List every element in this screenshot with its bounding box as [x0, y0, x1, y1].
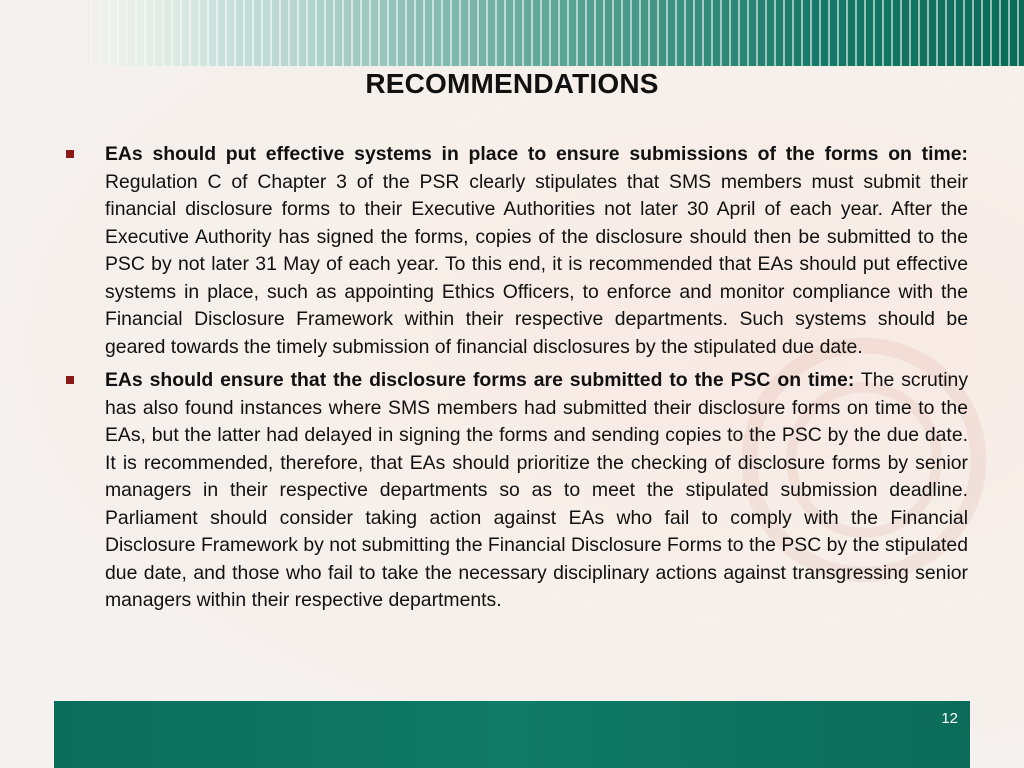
bullet-list [66, 141, 968, 621]
footer-band [54, 701, 970, 768]
bullet-item [66, 367, 968, 615]
bullet-text [105, 367, 968, 615]
bullet-heading: EAs should ensure that the disclosure forms are submitted to the PSC on time: [105, 369, 855, 391]
slide-title: RECOMMENDATIONS [365, 68, 659, 99]
bullet-heading: EAs should put effective systems in place to ensure submissions of the forms on time: [105, 143, 968, 165]
bullet-item [66, 141, 968, 361]
page-number: 12 [941, 710, 958, 727]
bullet-body: Regulation C of Chapter 3 of the PSR clearly stipulates that SMS members must submit their financial disclosure forms to their Executive Authorities not later 30 April of each year. After the Executive Authority has signed the forms, copies of the disclosure should then be submitted to the PSC by not later 31 May of each year. To this end, it is recommended that EAs should put effective systems in place, such as appointing Ethics Officers, to enforce and monitor compliance with the Financial Disclosure Framework within their respective departments. Such systems should be geared towards the timely submission of financial disclosures by the stipulated due date. [105, 170, 968, 358]
header-band-fade [0, 0, 230, 66]
bullet-text [105, 141, 968, 361]
square-bullet-icon [66, 150, 74, 158]
square-bullet-icon [66, 376, 74, 384]
bullet-body: The scrutiny has also found instances where SMS members had submitted their disclosure forms on time to the EAs, but the latter had delayed in signing the forms and sending copies to the PSC by the due date. It is recommended, therefore, that EAs should prioritize the checking of disclosure forms by senior managers in their respective departments so as to meet the stipulated submission deadline. Parliament should consider taking action against EAs who fail to comply with the Financial Disclosure Framework by not submitting the Financial Disclosure Forms to the PSC by the stipulated due date, and those who fail to take the necessary disciplinary actions against transgressing senior managers within their respective departments. [105, 369, 969, 611]
